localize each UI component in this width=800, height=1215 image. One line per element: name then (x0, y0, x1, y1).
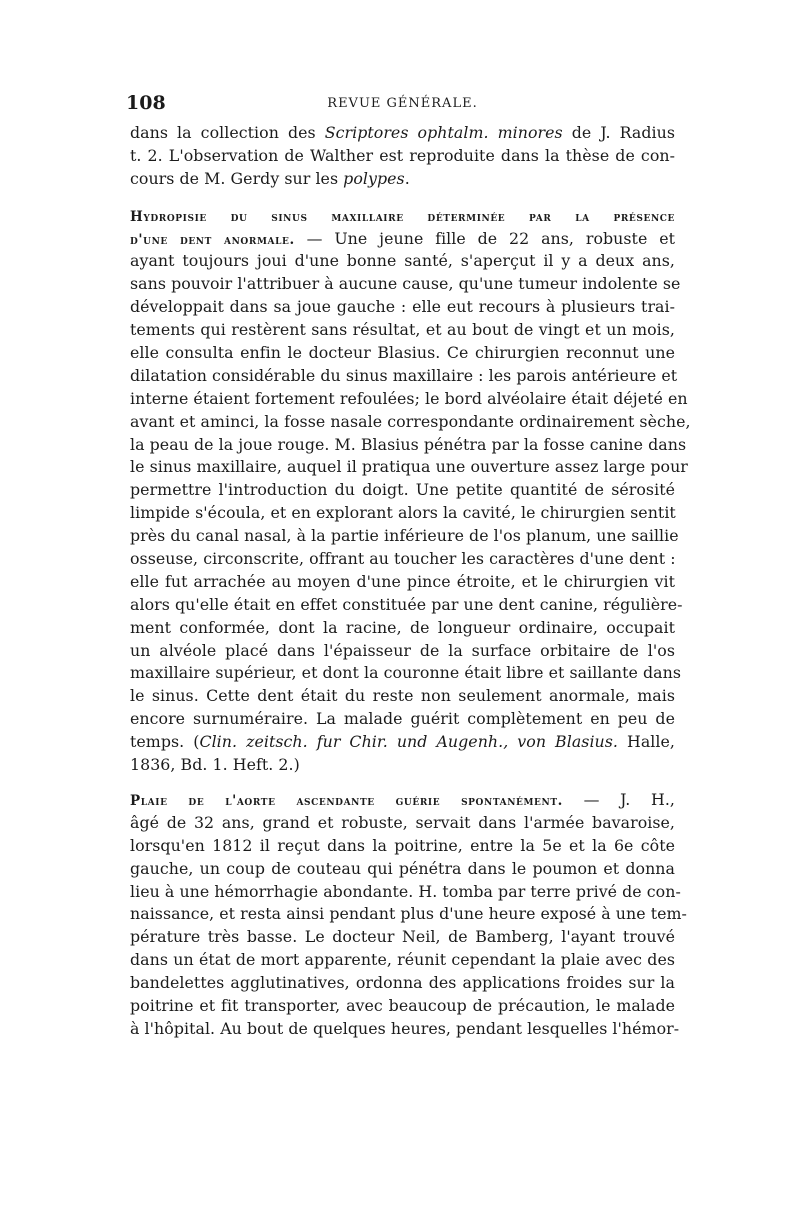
text-line: naissance, et resta ainsi pendant plus d'une heure exposé à une tem- (130, 904, 687, 924)
text-line: pérature très basse. Le docteur Neil, de Bamberg, l'ayant trouvé (130, 927, 675, 947)
article-heading-end: d'une dent anormale. (130, 231, 295, 248)
text-line: ment conformée, dont la racine, de longueur ordinaire, occupait (130, 617, 675, 637)
italic-title: Scriptores ophtalm. minores (324, 123, 563, 142)
document-page (126, 92, 691, 1041)
text-line: tements qui restèrent sans résultat, et au bout de vingt et un mois, (130, 320, 675, 340)
text-line: bandelettes agglutinatives, ordonna des applications froides sur la (130, 973, 675, 993)
citation-line: temps. (Clin. zeitsch. fur Chir. und Augenh., von Blasius. Halle, (130, 732, 675, 752)
text-line: maxillaire supérieur, et dont la couronne était libre et saillante dans (130, 663, 682, 683)
text-line: limpide s'écoula, et en explorant alors la cavité, le chirurgien sentit (130, 503, 676, 523)
text-line: dilatation considérable du sinus maxillaire : les parois antérieure et (130, 365, 678, 385)
page-header (126, 92, 675, 122)
article-plaie-aorte (130, 789, 687, 1041)
citation-source: Clin. zeitsch. fur Chir. und Augenh., von Blasius. (199, 732, 618, 752)
text-line: poitrine et fit transporter, avec beaucoup de précaution, le malade (130, 995, 675, 1015)
article-hydropisie (130, 205, 691, 777)
text-line: gauche, un coup de couteau qui pénétra dans le poumon et donna (130, 858, 675, 878)
text-line: sans pouvoir l'attribuer à aucune cause, qu'une tumeur indolente se (130, 274, 681, 294)
text-line: elle fut arrachée au moyen d'une pince étroite, et le chirurgien vit (130, 571, 675, 591)
text-line: dans la collection des Scriptores ophtalm. minores de J. Radius (130, 123, 676, 142)
text-line: le sinus maxillaire, auquel il pratiqua une ouverture assez large pour (130, 457, 688, 477)
text-line: lieu à une hémorrhagie abondante. H. tomba par terre privé de con- (130, 881, 681, 901)
citation-line: 1836, Bd. 1. Heft. 2.) (130, 755, 300, 775)
text-line: à l'hôpital. Au bout de quelques heures, pendant lesquelles l'hémor- (130, 1018, 680, 1038)
text-line: osseuse, circonscrite, offrant au toucher les caractères d'une dent : (130, 549, 676, 569)
text-line: interne étaient fortement refoulées; le bord alvéolaire était déjeté en (130, 388, 688, 408)
text-line: âgé de 32 ans, grand et robuste, servait dans l'armée bavaroise, (130, 812, 675, 832)
text-line: cours de M. Gerdy sur les polypes. (130, 168, 410, 188)
page-number: 108 (126, 92, 166, 114)
text-line: avant et aminci, la fosse nasale correspondante ordinairement sèche, (130, 411, 691, 431)
text-line: d'une dent anormale. — Une jeune fille de 22 ans, robuste et (130, 228, 675, 248)
text-line: près du canal nasal, à la partie inférieure de l'os planum, une saillie (130, 526, 679, 546)
text-line: développait dans sa joue gauche : elle eut recours à plusieurs trai- (130, 297, 675, 317)
intro-paragraph (130, 122, 675, 191)
running-title: REVUE GÉNÉRALE. (327, 96, 478, 111)
text-line: lorsqu'en 1812 il reçut dans la poitrine, entre la 5e et la 6e côte (130, 835, 675, 855)
article-heading: Plaie de l'aorte ascendante guérie spontanément. — J. H., (130, 789, 675, 809)
text-line: t. 2. L'observation de Walther est reproduite dans la thèse de con- (130, 145, 675, 165)
text-line: le sinus. Cette dent était du reste non seulement anormale, mais (130, 686, 675, 706)
text-line: dans un état de mort apparente, réunit cependant la plaie avec des (130, 950, 675, 970)
text-line: permettre l'introduction du doigt. Une petite quantité de sérosité (130, 480, 675, 500)
text-line: elle consulta enfin le docteur Blasius. Ce chirurgien reconnut une (130, 343, 675, 363)
italic-word: polypes (343, 168, 405, 188)
text-line: encore surnuméraire. La malade guérit complètement en peu de (130, 709, 675, 729)
text-line: la peau de la joue rouge. M. Blasius pénétra par la fosse canine dans (130, 434, 687, 454)
article-heading: Hydropisie du sinus maxillaire déterminée par la présence (130, 208, 675, 225)
text-line: un alvéole placé dans l'épaisseur de la surface orbitaire de l'os (130, 640, 675, 660)
text-line: alors qu'elle était en effet constituée par une dent canine, régulière- (130, 594, 683, 614)
text-line: ayant toujours joui d'une bonne santé, s'aperçut il y a deux ans, (130, 251, 675, 271)
